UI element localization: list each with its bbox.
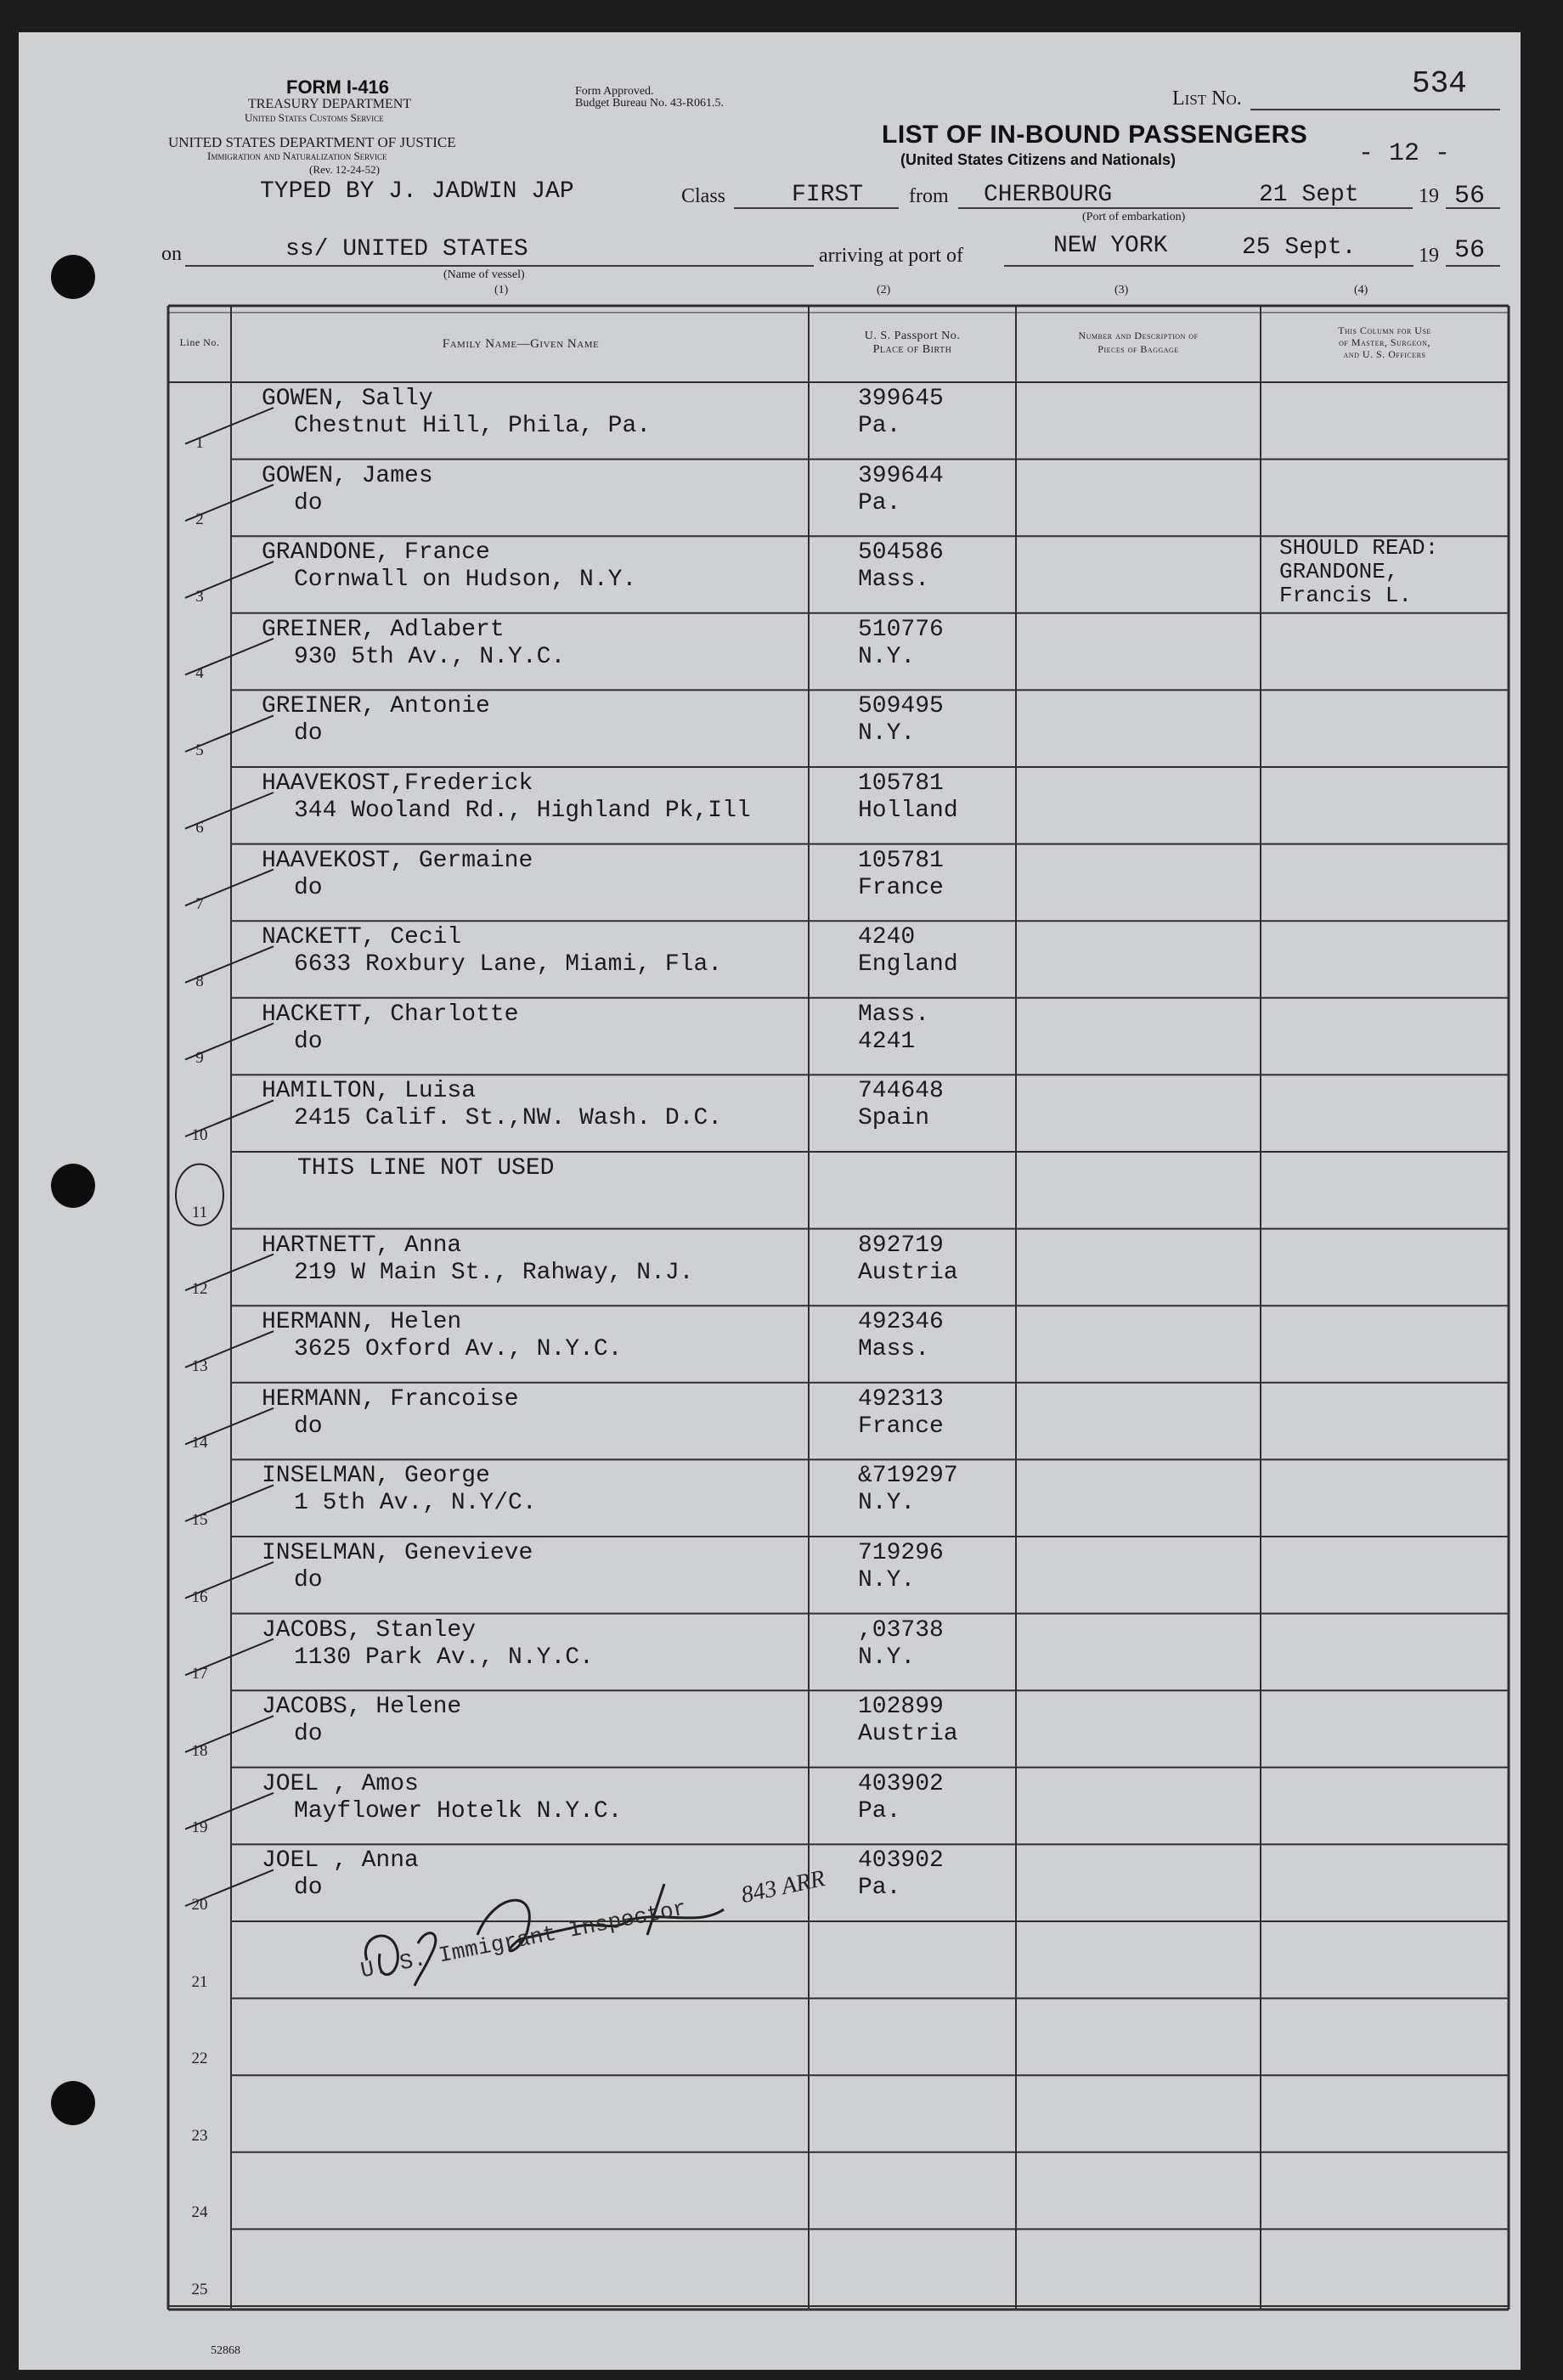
passport-number: 102899: [858, 1694, 944, 1721]
passenger-name: HAAVEKOST,Frederick: [262, 770, 533, 797]
line-number: 14: [191, 1434, 208, 1452]
passenger-name: INSELMAN, Genevieve: [262, 1540, 533, 1566]
line-number: 8: [195, 972, 204, 990]
passport-number: 719296: [858, 1540, 944, 1566]
passenger-name: HERMANN, Francoise: [262, 1385, 519, 1413]
year-prefix-2: 19: [1419, 245, 1439, 267]
place-of-birth: Holland: [858, 798, 958, 824]
passenger-address: Cornwall on Hudson, N.Y.: [294, 567, 637, 594]
passport-number: 510776: [858, 616, 944, 643]
col-officers-header-a: This Column for Use: [1338, 324, 1431, 336]
line-number: 6: [195, 818, 204, 837]
passenger-address: 344 Wooland Rd., Highland Pk,Ill: [294, 798, 751, 824]
place-of-birth: Pa.: [858, 413, 901, 439]
passenger-address: 219 W Main St., Rahway, N.J.: [294, 1259, 694, 1286]
place-of-birth: England: [858, 951, 958, 979]
place-of-birth: 4241: [858, 1028, 916, 1055]
passenger-name: HACKETT, Charlotte: [262, 1001, 519, 1028]
passenger-name: JOEL , Anna: [262, 1847, 419, 1875]
passport-number: 403902: [858, 1847, 944, 1875]
place-of-birth: Pa.: [858, 489, 901, 516]
passport-number: 399644: [858, 462, 944, 489]
passenger-address: Chestnut Hill, Phila, Pa.: [294, 413, 652, 439]
col3-number: (3): [1114, 284, 1129, 296]
passenger-address: do: [294, 720, 323, 747]
line-number: 12: [191, 1280, 208, 1299]
passenger-address: 1 5th Av., N.Y/C.: [294, 1490, 537, 1517]
passport-number: 509495: [858, 693, 944, 720]
passenger-name: HAMILTON, Luisa: [262, 1078, 477, 1105]
port-embarkation: CHERBOURG: [984, 182, 1113, 208]
line-number: 7: [195, 895, 204, 914]
place-of-birth: France: [858, 874, 944, 901]
on-label: on: [161, 243, 182, 265]
form-number: FORM I-416: [286, 76, 390, 98]
passenger-name: JOEL , Amos: [262, 1770, 419, 1797]
line-number: 4: [195, 664, 204, 683]
passenger-name: GREINER, Antonie: [262, 693, 490, 720]
officer-note: GRANDONE,: [1279, 559, 1399, 585]
passenger-name: GOWEN, Sally: [262, 386, 433, 412]
arrival-date: 25 Sept.: [1242, 234, 1357, 261]
passenger-address: Mayflower Hotelk N.Y.C.: [294, 1797, 623, 1824]
line-number: 1: [195, 433, 204, 452]
from-label: from: [909, 185, 949, 207]
passenger-name: GRANDONE, France: [262, 539, 490, 567]
place-of-birth: Spain: [858, 1105, 930, 1132]
passenger-address: do: [294, 1721, 323, 1748]
officer-note: SHOULD READ:: [1279, 535, 1439, 561]
form-subtitle: (United States Citizens and Nationals): [900, 151, 1176, 168]
form-title: LIST OF IN-BOUND PASSENGERS: [882, 121, 1308, 149]
passport-number: 105781: [858, 847, 944, 874]
line-number: 2: [195, 510, 204, 529]
line-number: 9: [195, 1049, 204, 1068]
line-number: 11: [191, 1203, 208, 1221]
arrival-year: 56: [1454, 236, 1486, 265]
passenger-name: INSELMAN, George: [262, 1463, 490, 1490]
line-number: 21: [191, 1972, 208, 1991]
passport-number: &719297: [858, 1463, 958, 1490]
place-of-birth: Pa.: [858, 1875, 901, 1902]
passenger-name: JACOBS, Stanley: [262, 1616, 477, 1644]
line-number: 23: [191, 2126, 208, 2145]
line-number: 19: [191, 1819, 208, 1837]
dept-treasury: TREASURY DEPARTMENT: [248, 97, 412, 111]
col-line-no-header: Line No.: [179, 336, 220, 348]
dept-justice: UNITED STATES DEPARTMENT OF JUSTICE: [168, 134, 456, 150]
passport-number: 4240: [858, 924, 916, 951]
col-passport-header-a: U. S. Passport No.: [864, 330, 961, 342]
place-of-birth: Mass.: [858, 567, 930, 594]
passport-number: 403902: [858, 1770, 944, 1797]
class-value: FIRST: [792, 182, 864, 208]
budget-bureau: Budget Bureau No. 43-R061.5.: [575, 97, 724, 110]
vessel-label: (Name of vessel): [443, 268, 525, 281]
form-revision: (Rev. 12-24-52): [309, 163, 380, 176]
inspector-signature: [19, 32, 1521, 2370]
passenger-name: THIS LINE NOT USED: [297, 1155, 555, 1182]
passport-number: 492346: [858, 1309, 944, 1336]
line-number: 5: [195, 742, 204, 759]
page-number: - 12 -: [1358, 139, 1451, 168]
passenger-name: HAAVEKOST, Germaine: [262, 847, 533, 874]
col2-number: (2): [877, 284, 891, 296]
passenger-address: 930 5th Av., N.Y.C.: [294, 643, 566, 670]
place-of-birth: Austria: [858, 1721, 958, 1748]
port-embarkation-label: (Port of embarkation): [1082, 211, 1186, 223]
passenger-address: do: [294, 489, 323, 516]
year-prefix: 19: [1419, 185, 1439, 207]
passport-number: 744648: [858, 1078, 944, 1105]
col-officers-header-c: and U. S. Officers: [1343, 348, 1426, 360]
place-of-birth: N.Y.: [858, 1567, 916, 1593]
passenger-name: JACOBS, Helene: [262, 1694, 462, 1721]
passport-number: 504586: [858, 539, 944, 567]
stamp-marks: 843 ARR: [738, 1864, 827, 1909]
departure-year: 56: [1454, 182, 1486, 211]
line-number: 24: [191, 2203, 208, 2222]
passenger-name: NACKETT, Cecil: [262, 924, 462, 951]
passenger-name: HERMANN, Helen: [262, 1309, 462, 1336]
place-of-birth: N.Y.: [858, 643, 916, 670]
place-of-birth: Pa.: [858, 1797, 901, 1824]
line-number: 10: [191, 1126, 208, 1144]
passenger-address: do: [294, 1875, 323, 1902]
line-number: 20: [191, 1896, 208, 1914]
arrival-port: NEW YORK: [1053, 233, 1168, 259]
list-no-label: List No.: [1172, 87, 1242, 110]
col1-number: (1): [494, 284, 509, 296]
col-passport-header-b: Place of Birth: [872, 343, 952, 356]
form-approved: Form Approved.: [575, 85, 654, 98]
list-number: 534: [1412, 66, 1467, 101]
col4-number: (4): [1354, 284, 1368, 296]
passenger-address: do: [294, 1028, 323, 1055]
inspector-stamp: U. S. Immigrant Inspector: [358, 1895, 689, 1984]
line-number: 18: [191, 1741, 208, 1760]
col-officers-header-b: of Master, Surgeon,: [1339, 336, 1430, 348]
passport-number: 105781: [858, 770, 944, 797]
place-of-birth: Austria: [858, 1259, 958, 1286]
passport-number: 492313: [858, 1385, 944, 1413]
passenger-name: GOWEN, James: [262, 462, 433, 489]
passenger-address: 2415 Calif. St.,NW. Wash. D.C.: [294, 1105, 723, 1132]
line-number: 15: [191, 1511, 208, 1529]
line-number: 25: [191, 2281, 208, 2298]
col-baggage-header-b: Pieces of Baggage: [1097, 343, 1179, 355]
passport-number: 399645: [858, 386, 944, 412]
typed-by: TYPED BY J. JADWIN JAP: [260, 178, 574, 205]
line-number: 22: [191, 2050, 208, 2068]
passenger-address: do: [294, 1567, 323, 1593]
officer-note: Francis L.: [1279, 583, 1413, 609]
passenger-address: do: [294, 874, 323, 901]
passport-number: ,03738: [858, 1616, 944, 1644]
line-number: 13: [191, 1356, 208, 1375]
dept-customs: United States Customs Service: [245, 111, 384, 124]
departure-date: 21 Sept: [1259, 182, 1359, 208]
place-of-birth: N.Y.: [858, 1644, 916, 1671]
passenger-address: 3625 Oxford Av., N.Y.C.: [294, 1336, 623, 1363]
vessel-name: ss/ UNITED STATES: [285, 236, 528, 262]
line-number: 17: [191, 1665, 208, 1683]
col-baggage-header-a: Number and Description of: [1078, 330, 1199, 341]
place-of-birth: France: [858, 1413, 944, 1440]
passenger-address: 1130 Park Av., N.Y.C.: [294, 1644, 594, 1671]
passenger-name: GREINER, Adlabert: [262, 616, 505, 643]
arriving-label: arriving at port of: [819, 245, 963, 267]
passport-number: 892719: [858, 1232, 944, 1259]
class-label: Class: [681, 185, 726, 207]
document-page: [19, 32, 1521, 2370]
footer-code: 52868: [211, 2344, 240, 2357]
col-name-header: Family Name—Given Name: [442, 337, 600, 351]
passenger-name: HARTNETT, Anna: [262, 1232, 462, 1259]
dept-ins: Immigration and Naturalization Service: [207, 149, 387, 162]
place-of-birth: N.Y.: [858, 1490, 916, 1517]
passenger-address: do: [294, 1413, 323, 1440]
passenger-address: 6633 Roxbury Lane, Miami, Fla.: [294, 951, 723, 979]
line-number: 16: [191, 1588, 208, 1606]
passport-number: Mass.: [858, 1001, 930, 1028]
place-of-birth: N.Y.: [858, 720, 916, 747]
line-number: 3: [195, 587, 204, 606]
place-of-birth: Mass.: [858, 1336, 930, 1363]
